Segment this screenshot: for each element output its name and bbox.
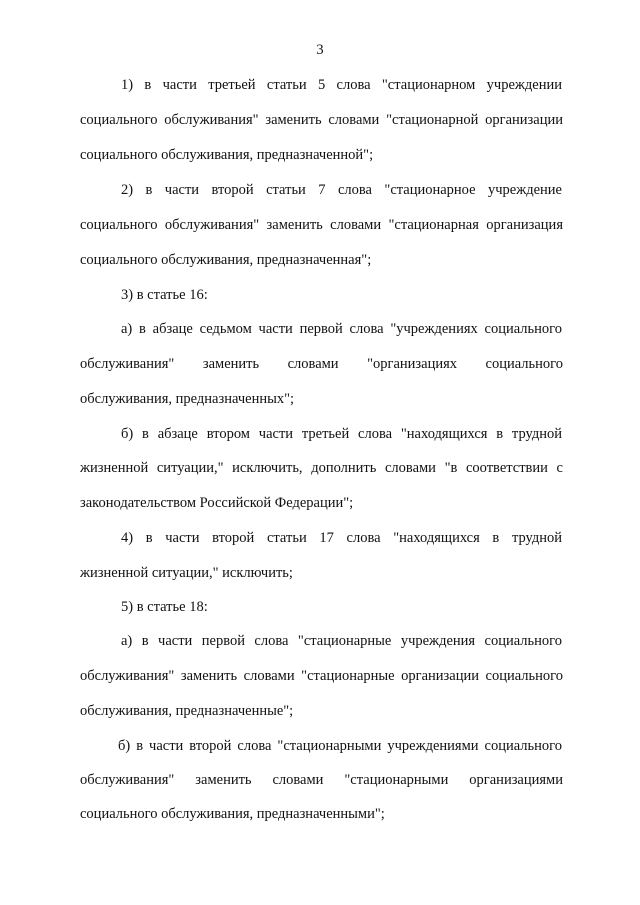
text-line: 5) в статье 18: <box>121 599 208 615</box>
text-line: социального обслуживания, предназначенными"; <box>80 806 385 822</box>
text-line: 4) в части второй статьи 17 слова "находящихся в трудной <box>121 530 562 546</box>
text-line: 2) в части второй статьи 7 слова "стационарное учреждение <box>121 182 562 198</box>
text-line: социального обслуживания, предназначенной"; <box>80 147 374 163</box>
text-line: обслуживания" заменить словами "организациях социального <box>80 356 563 372</box>
text-line: социального обслуживания" заменить словами "стационарной организации <box>80 112 563 128</box>
text-line: социального обслуживания" заменить словами "стационарная организация <box>80 217 563 233</box>
text-line: социального обслуживания, предназначенная"; <box>80 252 372 268</box>
text-line: обслуживания, предназначенных"; <box>80 391 295 407</box>
text-line: законодательством Российской Федерации"; <box>80 495 354 511</box>
text-line: а) в абзаце седьмом части первой слова "учреждениях социального <box>121 321 562 337</box>
text-line: б) в части второй слова "стационарными учреждениями социального <box>118 738 562 754</box>
text-line: обслуживания" заменить словами "стационарными организациями <box>80 772 563 788</box>
text-line: б) в абзаце втором части третьей слова "находящихся в трудной <box>121 426 562 442</box>
text-line: а) в части первой слова "стационарные учреждения социального <box>121 633 562 649</box>
text-line: 1) в части третьей статьи 5 слова "стационарном учреждении <box>121 77 562 93</box>
text-line: жизненной ситуации," исключить; <box>80 565 293 581</box>
text-line: обслуживания" заменить словами "стационарные организации социального <box>80 668 563 684</box>
page-number: 3 <box>316 42 324 58</box>
text-line: жизненной ситуации," исключить, дополнить словами "в соответствии с <box>80 460 563 476</box>
text-line: 3) в статье 16: <box>121 287 208 303</box>
text-line: обслуживания, предназначенные"; <box>80 703 294 719</box>
